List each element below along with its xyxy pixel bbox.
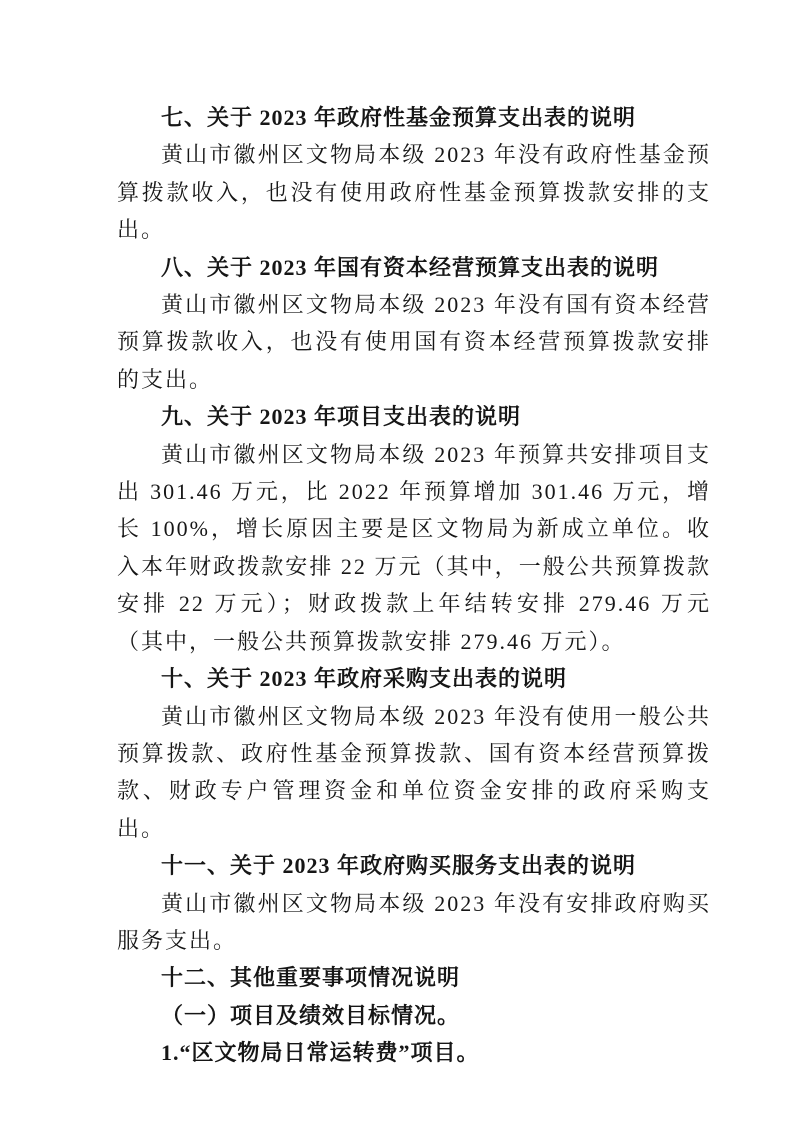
section-gov-fund-budget-paragraph: 黄山市徽州区文物局本级 2023 年没有政府性基金预算拨款收入，也没有使用政府性基金预算拨款安排的支出。 — [117, 142, 711, 243]
subheading-daily-operation-fee-project: 1.“区文物局日常运转费”项目。 — [161, 1040, 480, 1066]
section-other-important-items-heading: 十二、其他重要事项情况说明 — [161, 965, 461, 991]
section-gov-fund-budget — [117, 99, 711, 249]
section-gov-purchased-services — [117, 847, 711, 959]
section-gov-purchased-services-paragraph: 黄山市徽州区文物局本级 2023 年没有安排政府购买服务支出。 — [117, 890, 711, 953]
section-gov-procurement — [117, 660, 711, 847]
subheading-project-performance-goals: （一）项目及绩效目标情况。 — [161, 1002, 461, 1028]
section-state-capital-budget-paragraph: 黄山市徽州区文物局本级 2023 年没有国有资本经营预算拨款收入，也没有使用国有资本经营预算拨款安排的支出。 — [117, 292, 711, 392]
section-project-expenditure-paragraph: 黄山市徽州区文物局本级 2023 年预算共安排项目支出 301.46 万元，比 2022 年预算增加 301.46 万元，增长 100%，增长原因主要是区文物局为新成立单位。收入本年财政拨款安排 22 万元（其中，一般公共预算拨款安排 22 万元）；财政拨款上年结转安排 279.46 万元（其中，一般公共预算拨款安排 279.46 万元）。 — [117, 441, 711, 654]
section-gov-procurement-paragraph: 黄山市徽州区文物局本级 2023 年没有使用一般公共预算拨款、政府性基金预算拨款、国有资本经营预算拨款、财政专户管理资金和单位资金安排的政府采购支出。 — [117, 703, 711, 841]
section-project-expenditure-heading: 九、关于 2023 年项目支出表的说明 — [161, 404, 522, 430]
section-gov-procurement-heading: 十、关于 2023 年政府采购支出表的说明 — [161, 666, 568, 692]
section-gov-fund-budget-heading: 七、关于 2023 年政府性基金预算支出表的说明 — [161, 105, 637, 130]
section-project-expenditure — [117, 398, 711, 660]
section-state-capital-budget-heading: 八、关于 2023 年国有资本经营预算支出表的说明 — [161, 254, 660, 280]
section-gov-purchased-services-heading: 十一、关于 2023 年政府购买服务支出表的说明 — [161, 853, 637, 879]
section-state-capital-budget — [117, 249, 711, 399]
section-other-important-items — [117, 959, 711, 1071]
